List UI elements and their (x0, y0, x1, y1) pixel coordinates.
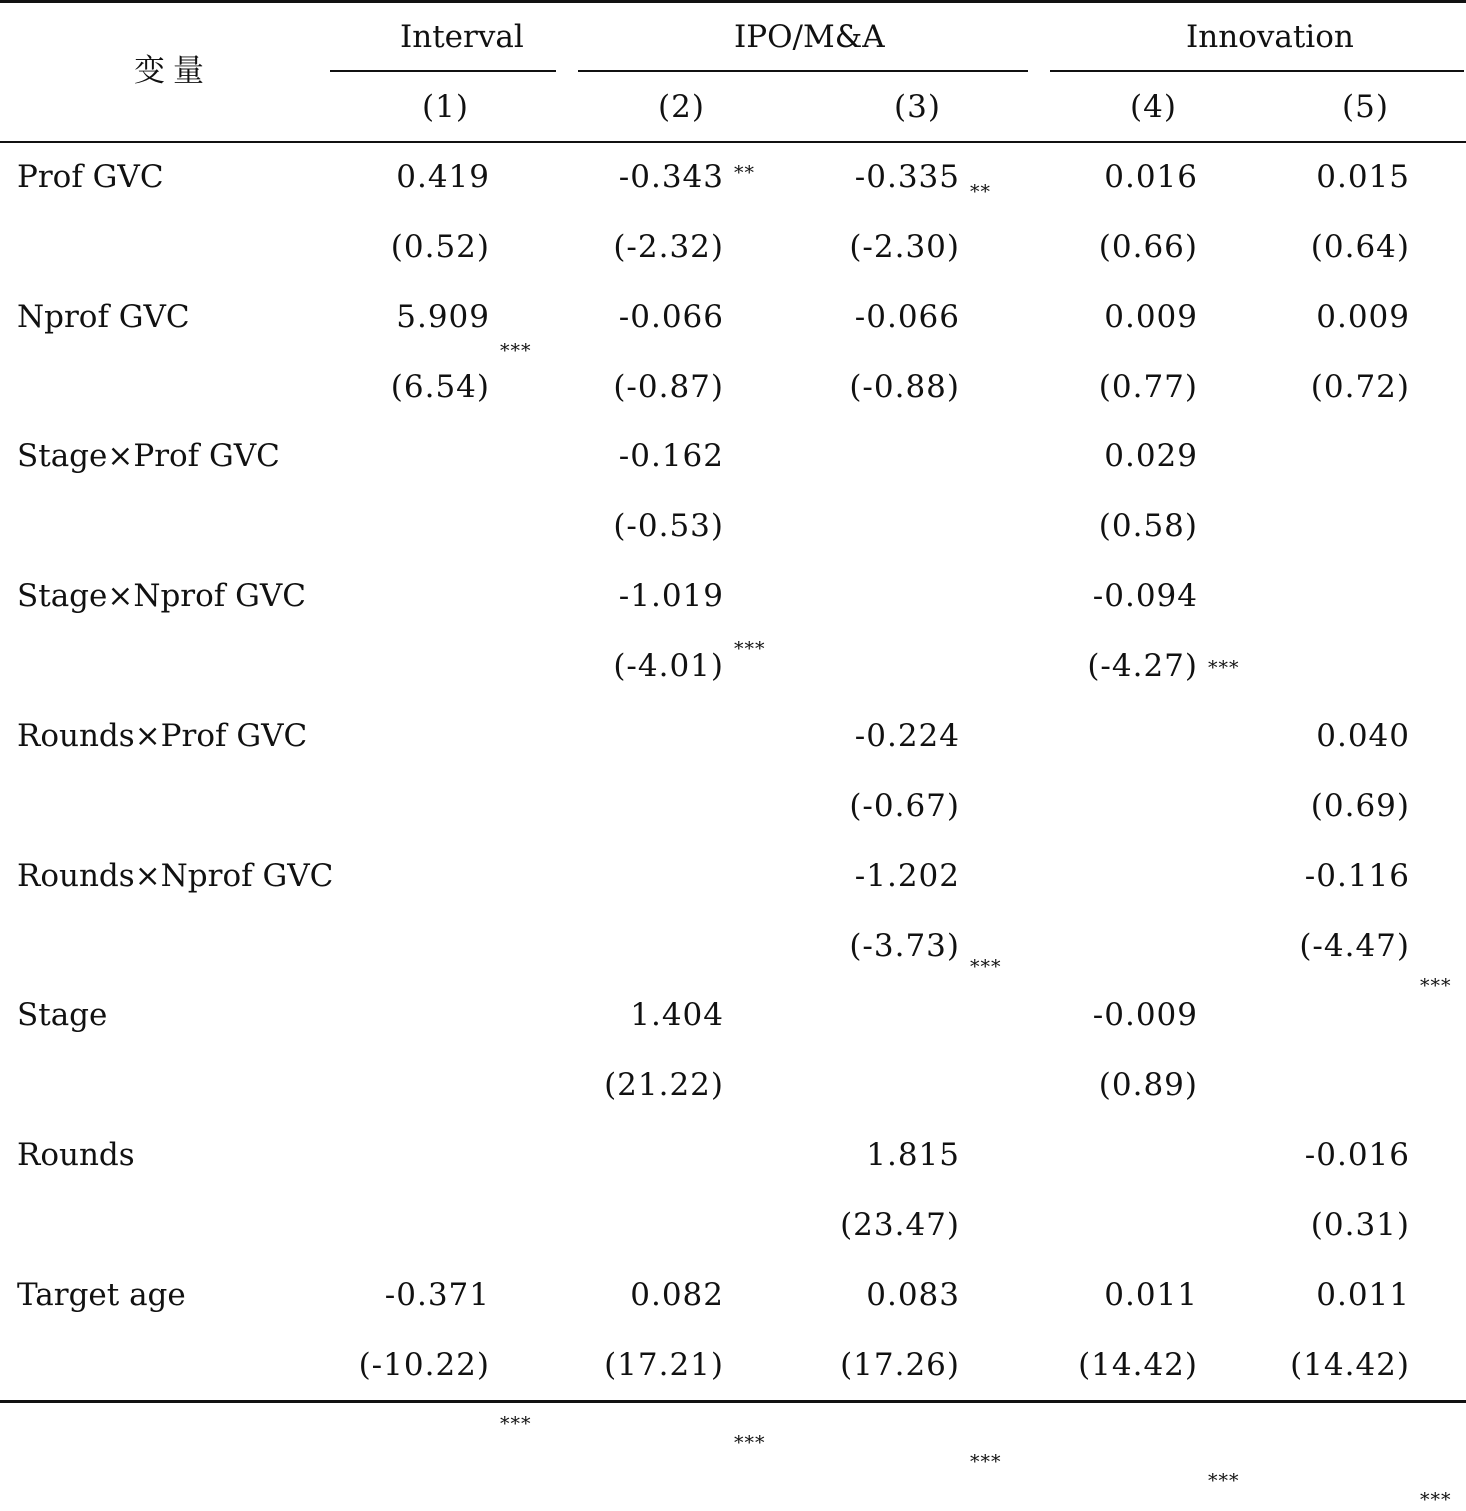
significance-stars: *** (734, 1432, 766, 1454)
significance-stars: *** (1420, 975, 1452, 997)
significance-stars: *** (734, 638, 766, 660)
coefficient-cell (618, 438, 724, 474)
column-header-3: (3) (894, 89, 941, 125)
header-bottom-rule (0, 141, 1466, 143)
coefficient-value: 0.011 (1104, 1277, 1198, 1313)
top-rule (0, 0, 1466, 3)
coefficient-cell (1104, 438, 1198, 474)
column-header-5: (5) (1342, 89, 1389, 125)
bottom-rule (0, 1400, 1466, 1403)
t-statistic-cell: (-2.32) (613, 229, 724, 265)
coefficient-value: -0.162 (618, 438, 724, 474)
coefficient-value: -0.224 (854, 718, 960, 754)
coefficient-value: 1.404 (630, 997, 724, 1033)
coefficient-value: -1.019 (618, 578, 724, 614)
row-label: Rounds (17, 1137, 135, 1173)
t-statistic-cell: (23.47) (840, 1207, 960, 1243)
coefficient-cell (854, 299, 960, 335)
coefficient-value: 0.040 (1316, 718, 1410, 754)
t-statistic-cell: (14.42) (1290, 1347, 1410, 1383)
t-statistic-cell: (0.52) (390, 229, 490, 265)
t-statistic-cell: (-4.27) (1087, 648, 1198, 684)
significance-stars: *** (500, 1413, 532, 1435)
significance-stars: *** (1208, 1470, 1240, 1492)
t-statistic-cell: (-10.22) (358, 1347, 490, 1383)
row-label: Stage×Prof GVC (17, 438, 280, 474)
significance-stars: ** (734, 162, 755, 184)
coefficient-value: -0.066 (854, 299, 960, 335)
coefficient-value: 0.029 (1104, 438, 1198, 474)
t-statistic-cell: (-0.53) (613, 508, 724, 544)
significance-stars: *** (1420, 1489, 1452, 1511)
coefficient-cell (854, 858, 960, 894)
coefficient-value: 0.083 (866, 1277, 960, 1313)
t-statistic-cell: (0.66) (1098, 229, 1198, 265)
interval-group-rule (330, 70, 556, 72)
t-statistic-cell: (0.77) (1098, 369, 1198, 405)
variable-header: 变量 (134, 53, 212, 89)
coefficient-cell (1092, 997, 1198, 1033)
coefficient-value: 1.815 (866, 1137, 960, 1173)
significance-stars: *** (970, 956, 1002, 978)
t-statistic-cell: (-0.87) (613, 369, 724, 405)
row-label: Prof GVC (17, 159, 164, 195)
column-header-1: (1) (422, 89, 469, 125)
coefficient-value: -0.371 (384, 1277, 490, 1313)
group-header-innovation: Innovation (1186, 19, 1354, 55)
t-statistic-cell: (0.89) (1098, 1067, 1198, 1103)
t-statistic-cell: (-4.01) (613, 648, 724, 684)
coefficient-cell (1316, 159, 1410, 195)
coefficient-cell (854, 159, 960, 195)
coefficient-cell (396, 159, 490, 195)
column-header-2: (2) (658, 89, 705, 125)
t-statistic-cell: (0.69) (1310, 788, 1410, 824)
column-header-4: (4) (1130, 89, 1177, 125)
t-statistic-cell: (17.21) (604, 1347, 724, 1383)
coefficient-value: -0.116 (1304, 858, 1410, 894)
row-label: Stage (17, 997, 108, 1033)
coefficient-cell (854, 718, 960, 754)
coefficient-value: 0.082 (630, 1277, 724, 1313)
t-statistic-cell: (6.54) (390, 369, 490, 405)
coefficient-cell (618, 299, 724, 335)
t-statistic-cell: (-4.47) (1299, 928, 1410, 964)
t-statistic-cell: (0.58) (1098, 508, 1198, 544)
coefficient-cell (866, 1137, 960, 1173)
coefficient-cell (1304, 858, 1410, 894)
coefficient-value: 0.419 (396, 159, 490, 195)
coefficient-value: 0.009 (1104, 299, 1198, 335)
coefficient-cell (1092, 578, 1198, 614)
coefficient-cell (1316, 299, 1410, 335)
coefficient-cell (618, 159, 724, 195)
t-statistic-cell: (14.42) (1078, 1347, 1198, 1383)
t-statistic-cell: (0.64) (1310, 229, 1410, 265)
coefficient-value: 0.015 (1316, 159, 1410, 195)
coefficient-cell (1316, 718, 1410, 754)
t-statistic-cell: (0.31) (1310, 1207, 1410, 1243)
coefficient-value: 0.016 (1104, 159, 1198, 195)
group-header-ipo-ma: IPO/M&A (734, 19, 885, 55)
t-statistic-cell: (0.72) (1310, 369, 1410, 405)
coefficient-cell (1104, 299, 1198, 335)
row-label: Stage×Nprof GVC (17, 578, 306, 614)
row-label: Target age (17, 1277, 186, 1313)
coefficient-value: -0.016 (1304, 1137, 1410, 1173)
t-statistic-cell: (-3.73) (849, 928, 960, 964)
row-label: Rounds×Prof GVC (17, 718, 308, 754)
t-statistic-cell: (17.26) (840, 1347, 960, 1383)
ipo-group-rule (578, 70, 1028, 72)
significance-stars: *** (500, 340, 532, 362)
t-statistic-cell: (21.22) (604, 1067, 724, 1103)
row-label: Rounds×Nprof GVC (17, 858, 334, 894)
t-statistic-cell: (-0.88) (849, 369, 960, 405)
coefficient-cell (618, 578, 724, 614)
coefficient-cell (1304, 1137, 1410, 1173)
significance-stars: *** (1208, 657, 1240, 679)
significance-stars: *** (970, 1451, 1002, 1473)
coefficient-cell (630, 997, 724, 1033)
t-statistic-cell: (-2.30) (849, 229, 960, 265)
coefficient-value: -0.009 (1092, 997, 1198, 1033)
coefficient-cell (1316, 1277, 1410, 1313)
coefficient-cell (866, 1277, 960, 1313)
innovation-group-rule (1050, 70, 1464, 72)
coefficient-value: -1.202 (854, 858, 960, 894)
row-label: Nprof GVC (17, 299, 190, 335)
coefficient-cell (384, 1277, 490, 1313)
coefficient-cell (630, 1277, 724, 1313)
coefficient-value: -0.343 (618, 159, 724, 195)
coefficient-cell (1104, 159, 1198, 195)
significance-stars: ** (970, 181, 991, 203)
coefficient-value: -0.335 (854, 159, 960, 195)
coefficient-cell (1104, 1277, 1198, 1313)
coefficient-value: 0.011 (1316, 1277, 1410, 1313)
coefficient-value: -0.066 (618, 299, 724, 335)
group-header-interval: Interval (400, 19, 524, 55)
coefficient-value: 0.009 (1316, 299, 1410, 335)
coefficient-value: 5.909 (396, 299, 490, 335)
coefficient-value: -0.094 (1092, 578, 1198, 614)
coefficient-cell (396, 299, 490, 335)
t-statistic-cell: (-0.67) (849, 788, 960, 824)
